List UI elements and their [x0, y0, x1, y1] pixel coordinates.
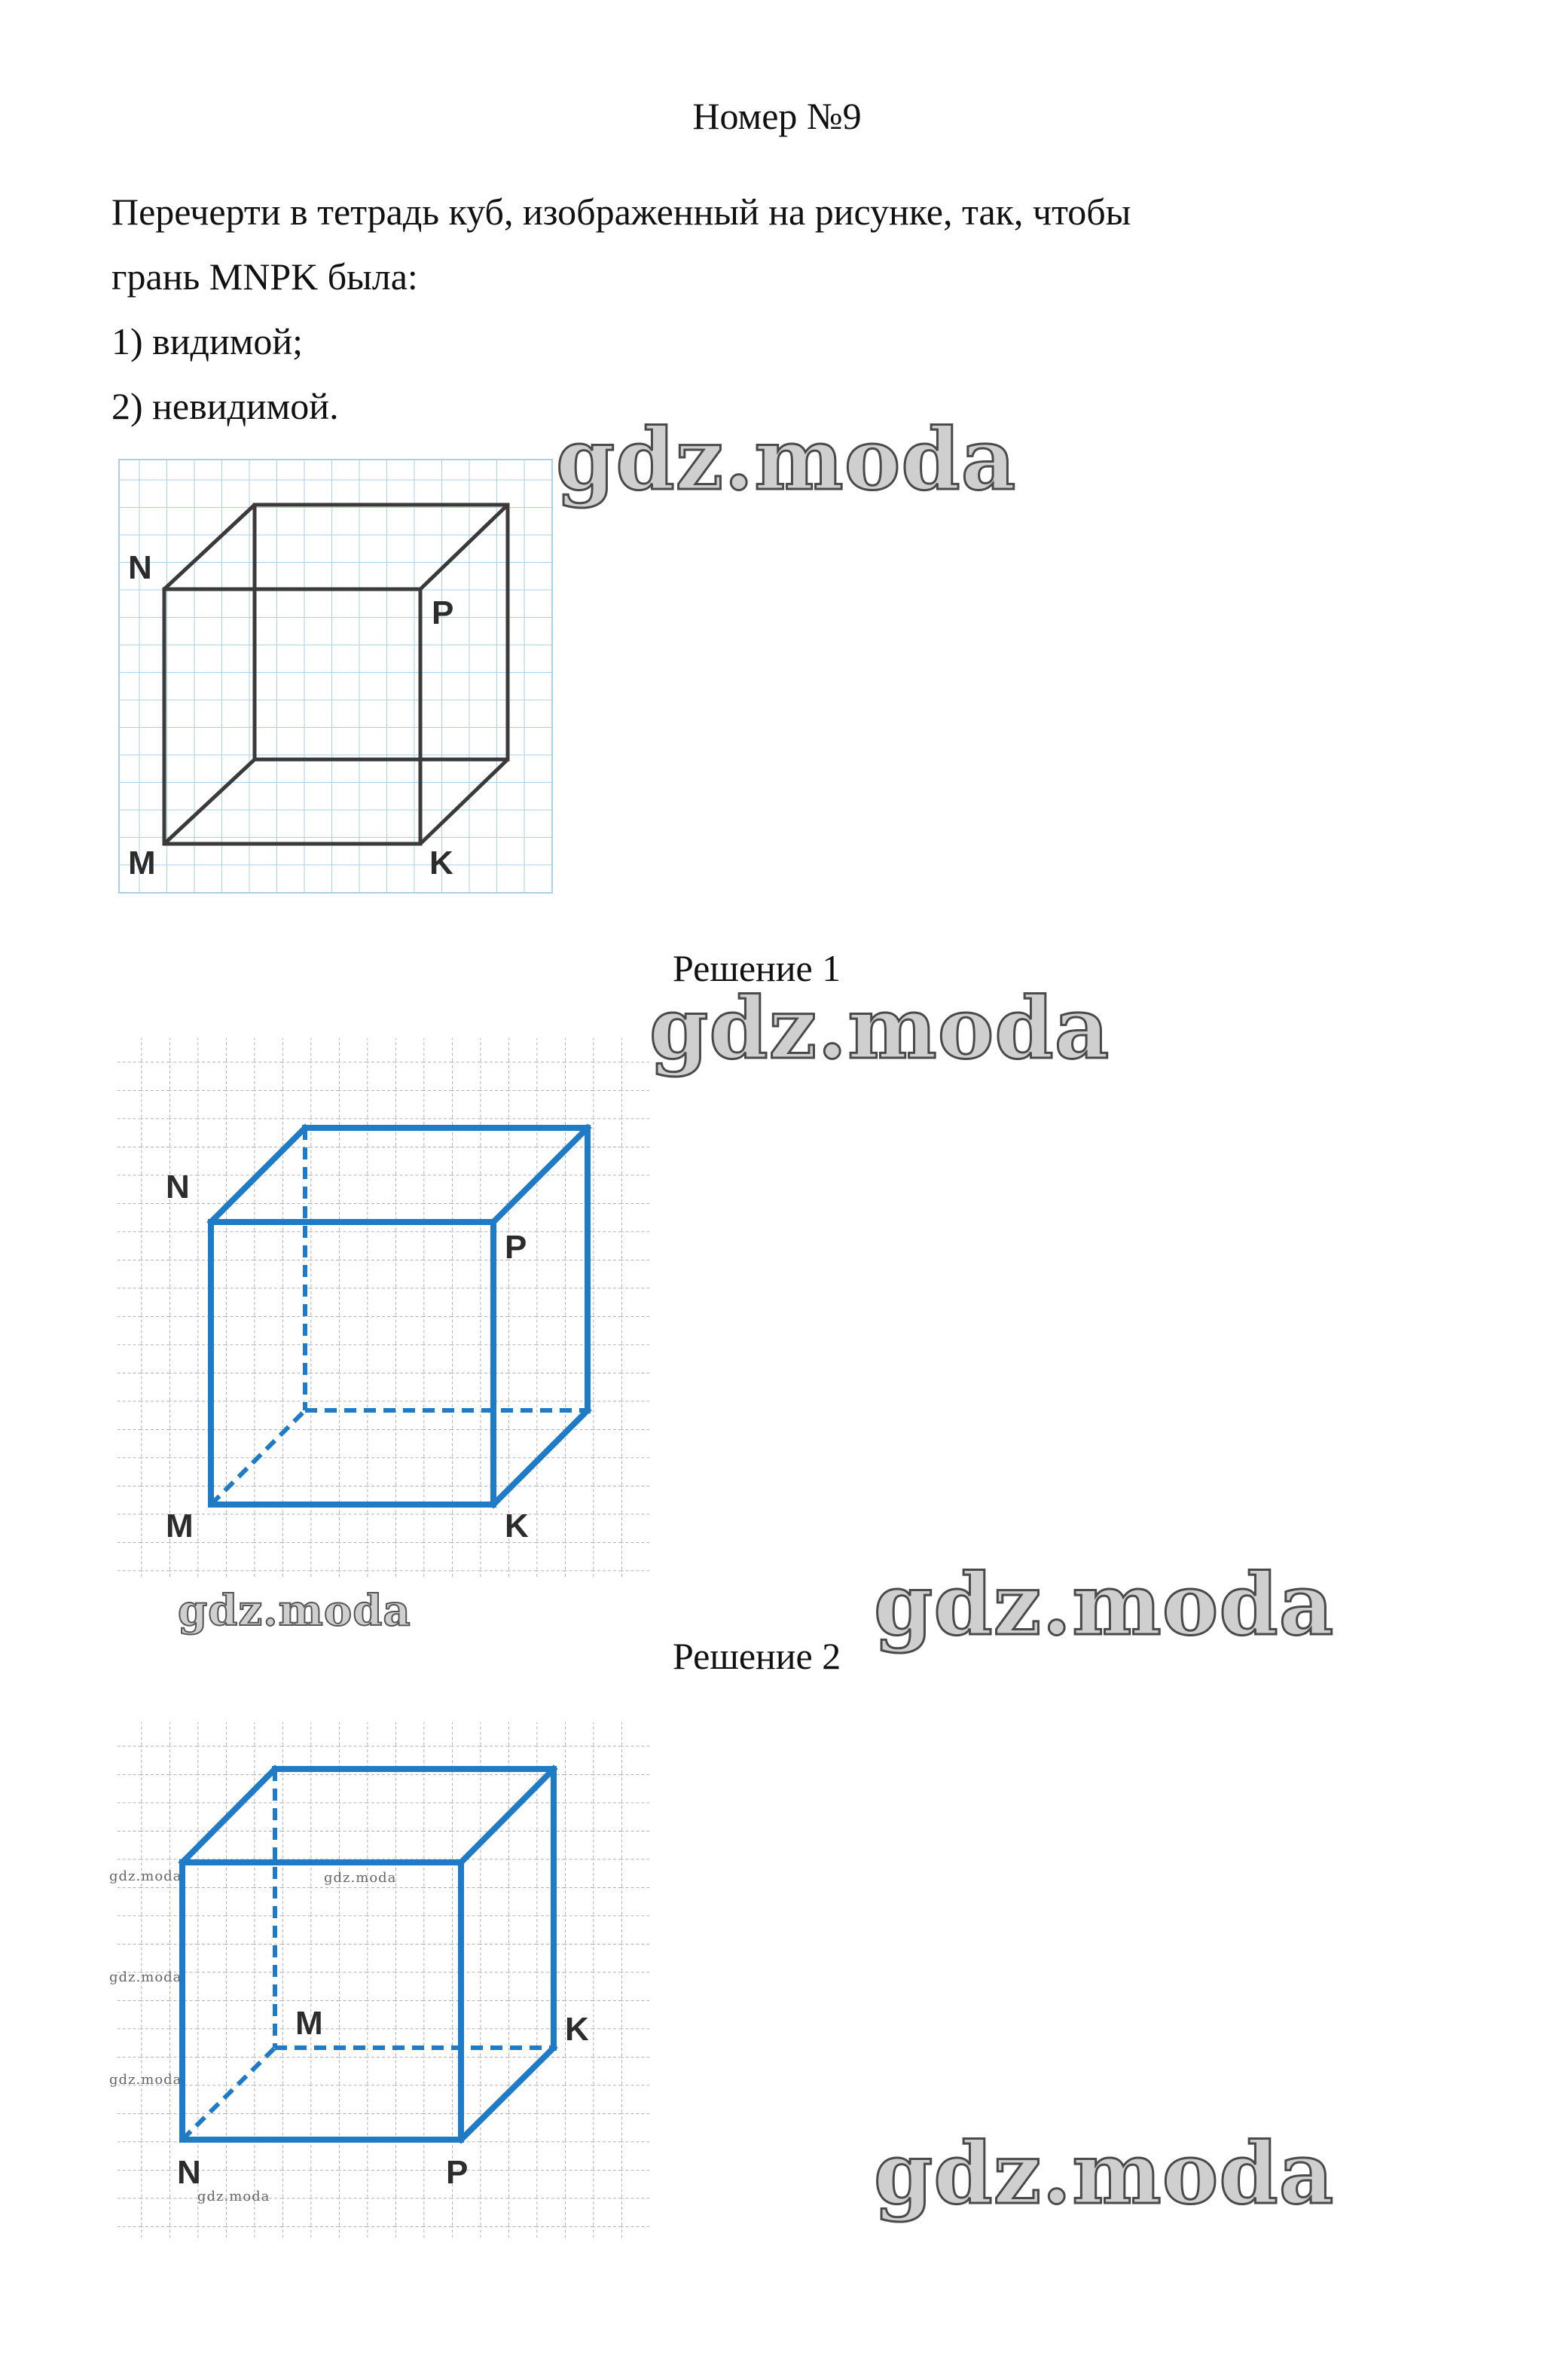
watermark-1: gdz.moda	[556, 411, 1017, 509]
task-line-4: 2) невидимой.	[111, 385, 339, 427]
page-title: Номер №9	[692, 95, 862, 137]
watermark-5: gdz.moda	[874, 2125, 1335, 2223]
label-n: N	[177, 2154, 201, 2191]
label-m: M	[295, 2005, 323, 2042]
label-k: K	[505, 1508, 529, 1544]
solution-1-label: Решение 1	[673, 947, 841, 989]
watermark-3: gdz.moda	[178, 1586, 411, 1636]
label-p: P	[432, 594, 454, 631]
label-p: P	[446, 2154, 469, 2191]
grid-background	[118, 1038, 649, 1578]
solution-1-figure	[113, 1034, 655, 1584]
label-m: M	[128, 845, 156, 881]
task-line-2: грань MNPK была:	[111, 255, 418, 298]
watermark-small-4: gdz.moda	[109, 2072, 182, 2088]
label-n: N	[128, 549, 152, 586]
task-line-3: 1) видимой;	[111, 320, 304, 362]
label-k: K	[429, 845, 453, 881]
task-text	[111, 179, 1392, 438]
label-n: N	[166, 1169, 190, 1205]
watermark-small-2: gdz.moda	[324, 1870, 397, 1886]
label-k: K	[565, 2011, 589, 2048]
task-line-1: Перечерти в тетрадь куб, изображенный на рисунке, так, чтобы	[111, 191, 1131, 233]
solution-2-label: Решение 2	[673, 1635, 841, 1677]
watermark-small-5: gdz.moda	[197, 2189, 270, 2204]
solution-2-figure	[113, 1718, 655, 2245]
label-m: M	[166, 1508, 194, 1544]
original-cube-figure	[111, 452, 563, 904]
watermark-small-3: gdz.moda	[109, 1969, 182, 1985]
label-p: P	[505, 1229, 527, 1266]
watermark-small-1: gdz.moda	[109, 1868, 182, 1884]
watermark-2: gdz.moda	[649, 979, 1110, 1078]
watermark-4: gdz.moda	[874, 1556, 1335, 1654]
